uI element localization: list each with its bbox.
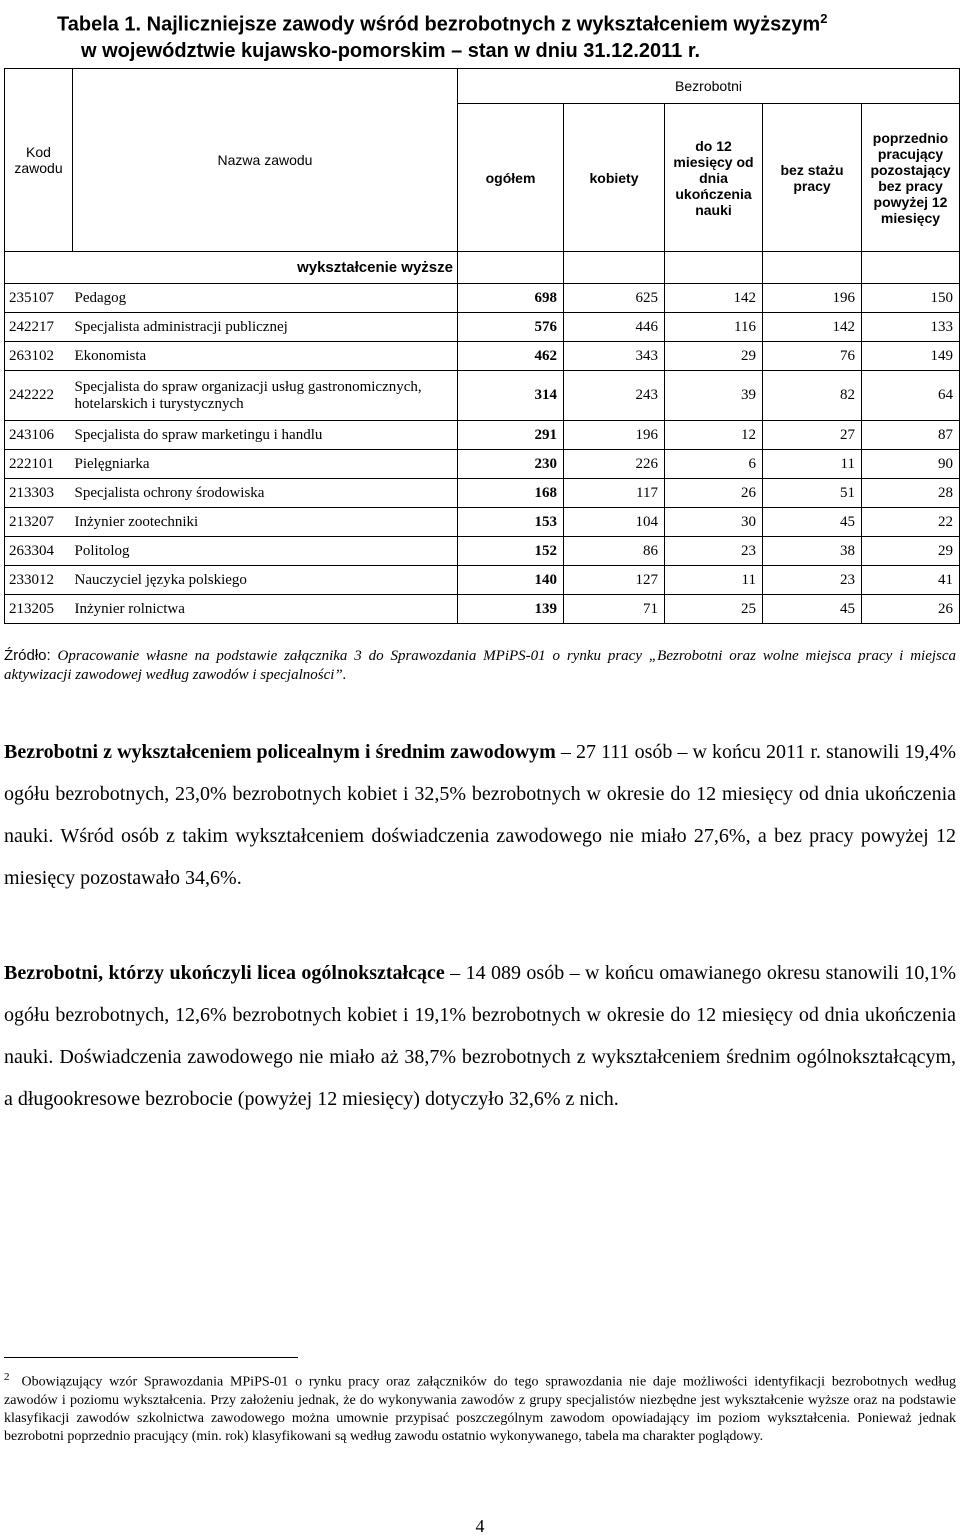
table-row <box>5 284 960 313</box>
cell-no-experience: 45 <box>763 508 862 537</box>
cell-graduates: 6 <box>665 450 763 479</box>
cell-no-experience: 27 <box>763 421 862 450</box>
cell-women: 117 <box>564 479 665 508</box>
cell-code: 222101 <box>5 450 73 479</box>
table-row <box>5 479 960 508</box>
cell-no-experience: 76 <box>763 342 862 371</box>
cell-total: 291 <box>458 421 564 450</box>
cell-long-term: 26 <box>862 595 960 624</box>
cell-code: 263102 <box>5 342 73 371</box>
cell-graduates: 23 <box>665 537 763 566</box>
header-graduates: do 12 miesięcy od dnia ukończenia nauki <box>665 104 763 252</box>
cell-graduates: 30 <box>665 508 763 537</box>
cell-women: 71 <box>564 595 665 624</box>
table-row <box>5 537 960 566</box>
paragraph-1-lead: Bezrobotni z wykształceniem policealnym i średnim zawodowym <box>4 741 556 763</box>
cell-name: Inżynier rolnictwa <box>73 595 458 624</box>
cell-no-experience: 196 <box>763 284 862 313</box>
header-code: Kod zawodu <box>5 69 73 252</box>
table-row <box>5 450 960 479</box>
header-no-experience: bez stażu pracy <box>763 104 862 252</box>
cell-total: 139 <box>458 595 564 624</box>
cell-graduates: 11 <box>665 566 763 595</box>
table-row <box>5 342 960 371</box>
cell-name: Specjalista administracji publicznej <box>73 313 458 342</box>
cell-no-experience: 38 <box>763 537 862 566</box>
cell-graduates: 25 <box>665 595 763 624</box>
education-subheader: wykształcenie wyższe <box>5 252 458 284</box>
paragraph-2-text: – 14 089 osób – w końcu omawianego okresu stanowili 10,1% ogółu bezrobotnych, 12,6% bezrobotnych kobiet i 19,1% bezrobotnych w okresie do 12 miesięcy od dnia ukończenia nauki. Doświadczenia zawodowego nie miało aż 38,7% bezrobotnych z wykształceniem średnim ogólnokształcącym, a długookresowe bezrobocie (powyżej 12 miesięcy) dotyczyło 32,6% z nich. <box>4 962 956 1110</box>
paragraph-1-text: – 27 111 osób – w końcu 2011 r. stanowili 19,4% ogółu bezrobotnych, 23,0% bezrobotnych kobiet i 32,5% bezrobotnych w okresie do 12 miesięcy od dnia ukończenia nauki. Wśród osób z takim wykształceniem doświadczenia zawodowego nie miało 27,6%, a bez pracy powyżej 12 miesięcy pozostawało 34,6%. <box>4 741 956 889</box>
cell-women: 243 <box>564 371 665 421</box>
cell-graduates: 39 <box>665 371 763 421</box>
cell-no-experience: 11 <box>763 450 862 479</box>
table-title <box>57 6 947 64</box>
cell-total: 152 <box>458 537 564 566</box>
cell-women: 343 <box>564 342 665 371</box>
cell-long-term: 149 <box>862 342 960 371</box>
table-row <box>5 566 960 595</box>
cell-no-experience: 82 <box>763 371 862 421</box>
cell-name: Specjalista do spraw marketingu i handlu <box>73 421 458 450</box>
title-line-1: Tabela 1. Najliczniejsze zawody wśród bezrobotnych z wykształceniem wyższym <box>57 13 821 36</box>
cell-graduates: 116 <box>665 313 763 342</box>
cell-code: 242217 <box>5 313 73 342</box>
cell-total: 462 <box>458 342 564 371</box>
cell-no-experience: 51 <box>763 479 862 508</box>
cell-total: 153 <box>458 508 564 537</box>
header-women: kobiety <box>564 104 665 252</box>
cell-name: Politolog <box>73 537 458 566</box>
cell-graduates: 26 <box>665 479 763 508</box>
cell-no-experience: 45 <box>763 595 862 624</box>
cell-code: 242222 <box>5 371 73 421</box>
cell-graduates: 12 <box>665 421 763 450</box>
cell-no-experience: 23 <box>763 566 862 595</box>
table-row <box>5 313 960 342</box>
cell-name: Pedagog <box>73 284 458 313</box>
title-footnote-mark: 2 <box>820 11 828 26</box>
cell-total: 314 <box>458 371 564 421</box>
cell-code: 243106 <box>5 421 73 450</box>
cell-women: 104 <box>564 508 665 537</box>
cell-total: 168 <box>458 479 564 508</box>
cell-long-term: 133 <box>862 313 960 342</box>
header-total: ogółem <box>458 104 564 252</box>
cell-graduates: 29 <box>665 342 763 371</box>
paragraph-2-lead: Bezrobotni, którzy ukończyli licea ogólnokształcące <box>4 962 445 984</box>
cell-code: 263304 <box>5 537 73 566</box>
footnote-text: Obowiązujący wzór Sprawozdania MPiPS-01 o rynku pracy oraz załączników do tego sprawozdania nie daje możliwości identyfikacji bezrobotnych według zawodów i poziomu wykształcenia. Przy założeniu jednak, że do wykonywania zawodów z grupy specjalistów niezbędne jest wykształcenie wyższe oraz na podstawie klasyfikacji zawodów szkolnictwa zawodowego można umownie przypisać poszczególnym zawodom opowiadający im poziom wykształcenia. Ponieważ jednak bezrobotni poprzednio pracujący (min. rok) klasyfikowani są według zawodu ostatnio wykonywanego, tabela ma charakter poglądowy. <box>4 1374 956 1444</box>
cell-total: 576 <box>458 313 564 342</box>
cell-long-term: 41 <box>862 566 960 595</box>
page-number: 4 <box>475 1516 485 1536</box>
cell-long-term: 29 <box>862 537 960 566</box>
footnote-mark: 2 <box>4 1371 10 1383</box>
table-row <box>5 421 960 450</box>
cell-long-term: 87 <box>862 421 960 450</box>
title-line-2: w województwie kujawsko-pomorskim – stan w dniu 31.12.2011 r. <box>81 39 701 62</box>
header-long-term: poprzednio pracujący pozostający bez pracy powyżej 12 miesięcy <box>862 104 960 252</box>
cell-name: Nauczyciel języka polskiego <box>73 566 458 595</box>
cell-women: 226 <box>564 450 665 479</box>
header-name: Nazwa zawodu <box>73 69 458 252</box>
cell-no-experience: 142 <box>763 313 862 342</box>
header-group: Bezrobotni <box>458 69 960 104</box>
paragraph-post-secondary <box>4 731 956 899</box>
cell-women: 86 <box>564 537 665 566</box>
table-row <box>5 371 960 421</box>
cell-code: 233012 <box>5 566 73 595</box>
cell-long-term: 22 <box>862 508 960 537</box>
cell-code: 213207 <box>5 508 73 537</box>
footnote-separator <box>4 1357 298 1358</box>
cell-women: 196 <box>564 421 665 450</box>
cell-name: Specjalista do spraw organizacji usług gastronomicznych, hotelarskich i turystycznych <box>73 371 458 421</box>
table-body <box>5 284 960 624</box>
cell-long-term: 28 <box>862 479 960 508</box>
cell-long-term: 150 <box>862 284 960 313</box>
cell-name: Specjalista ochrony środowiska <box>73 479 458 508</box>
table-row <box>5 508 960 537</box>
cell-women: 127 <box>564 566 665 595</box>
cell-code: 213303 <box>5 479 73 508</box>
footnote <box>4 1368 956 1446</box>
cell-long-term: 64 <box>862 371 960 421</box>
cell-total: 230 <box>458 450 564 479</box>
cell-women: 625 <box>564 284 665 313</box>
table-row <box>5 595 960 624</box>
cell-code: 213205 <box>5 595 73 624</box>
cell-graduates: 142 <box>665 284 763 313</box>
cell-name: Pielęgniarka <box>73 450 458 479</box>
cell-women: 446 <box>564 313 665 342</box>
source-label: Źródło: <box>4 647 51 664</box>
unemployment-table <box>4 68 960 624</box>
cell-total: 698 <box>458 284 564 313</box>
cell-name: Ekonomista <box>73 342 458 371</box>
cell-name: Inżynier zootechniki <box>73 508 458 537</box>
cell-total: 140 <box>458 566 564 595</box>
cell-code: 235107 <box>5 284 73 313</box>
source-text: Opracowanie własne na podstawie załącznika 3 do Sprawozdania MPiPS-01 o rynku pracy „Bezrobotni oraz wolne miejsca pracy i miejsca aktywizacji zawodowej według zawodów i specjalności”. <box>4 648 957 683</box>
cell-long-term: 90 <box>862 450 960 479</box>
source-note <box>4 646 956 685</box>
paragraph-high-school <box>4 952 956 1120</box>
